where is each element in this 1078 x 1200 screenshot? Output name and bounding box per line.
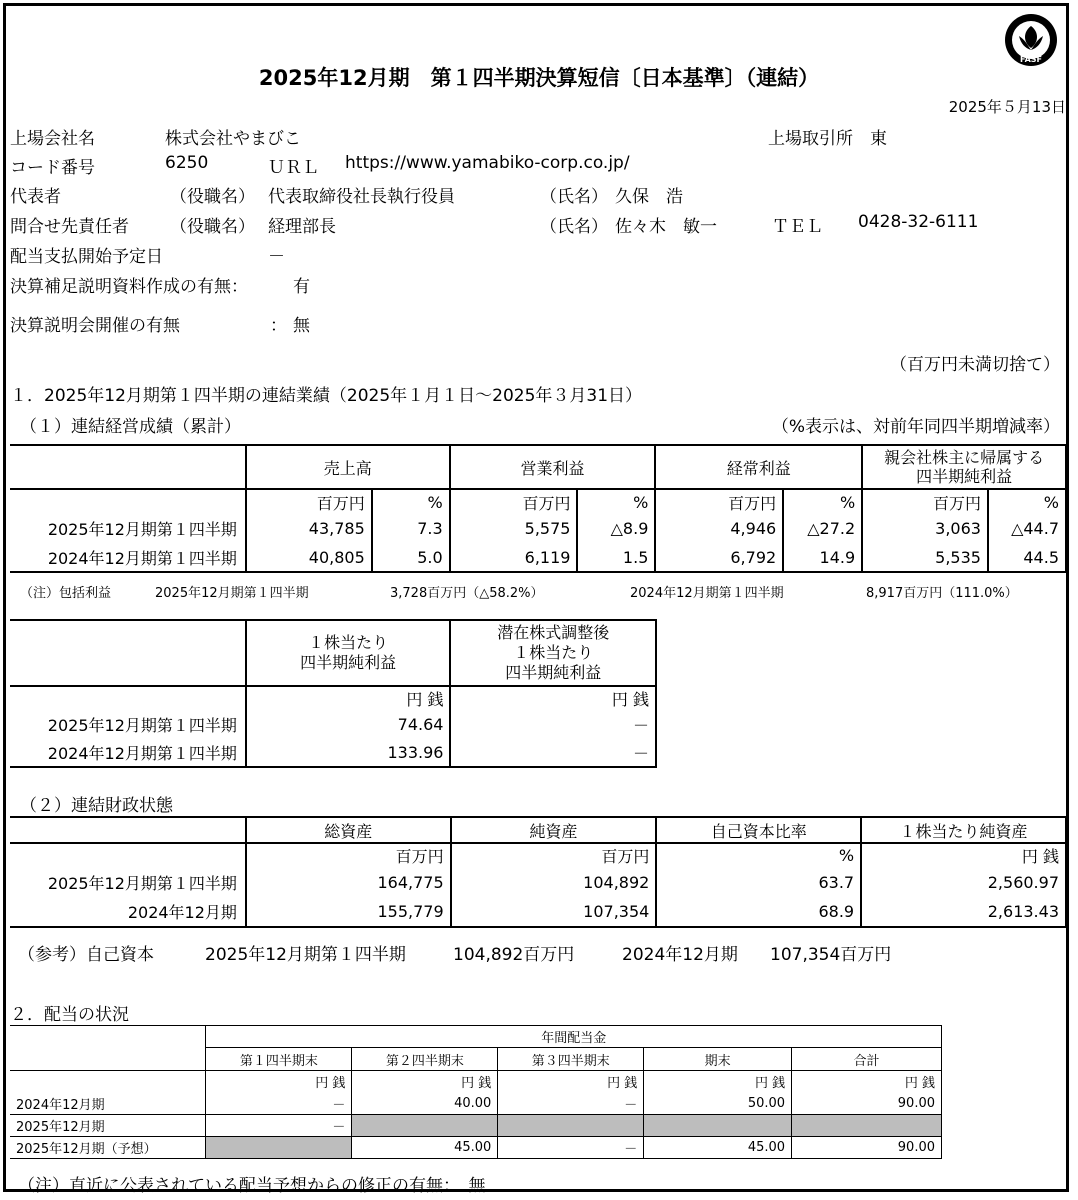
unit: % bbox=[372, 489, 450, 514]
cell: 133.96 bbox=[246, 738, 451, 767]
div-start-value: － bbox=[268, 247, 285, 267]
company-name: 株式会社やまびこ bbox=[165, 129, 301, 149]
cell: － bbox=[450, 710, 656, 738]
meeting-label: 決算説明会開催の有無 bbox=[10, 316, 180, 336]
cell: △27.2 bbox=[783, 514, 862, 543]
unit: % bbox=[656, 843, 861, 867]
cell: 50.00 bbox=[644, 1093, 792, 1115]
url-label: ＵＲＬ bbox=[268, 158, 319, 178]
hdr-ord-income: 経常利益 bbox=[655, 445, 862, 489]
hdr-net-assets: 純資産 bbox=[451, 817, 657, 843]
cell: 4,946 bbox=[655, 514, 783, 543]
comp-note-period2: 2024年12月期第１四半期 bbox=[630, 586, 784, 601]
unit: 百万円 bbox=[450, 489, 578, 514]
cell: 7.3 bbox=[372, 514, 450, 543]
row-label: 2025年12月期第１四半期 bbox=[10, 710, 246, 738]
comp-note-period1: 2025年12月期第１四半期 bbox=[155, 586, 309, 601]
rep-name: 久保 浩 bbox=[615, 187, 683, 207]
cell: 2,560.97 bbox=[861, 867, 1066, 897]
eps-table bbox=[10, 619, 657, 768]
unit: % bbox=[577, 489, 655, 514]
hdr-total-assets: 総資産 bbox=[246, 817, 451, 843]
unit: 円 銭 bbox=[206, 1071, 352, 1093]
hdr-q1-end: 第１四半期末 bbox=[206, 1048, 352, 1071]
meeting-colon: ： bbox=[270, 316, 287, 336]
hdr-year-end: 期末 bbox=[644, 1048, 792, 1071]
hdr-total: 合計 bbox=[792, 1048, 942, 1071]
cell: 5,575 bbox=[450, 514, 578, 543]
cell: 43,785 bbox=[246, 514, 372, 543]
row-label: 2025年12月期第１四半期 bbox=[10, 514, 246, 543]
hdr-bps: １株当たり純資産 bbox=[861, 817, 1066, 843]
section1-title: １．2025年12月期第１四半期の連結業績（2025年１月１日～2025年３月31日） bbox=[10, 386, 643, 406]
fasf-logo bbox=[1003, 12, 1059, 68]
hdr-equity-ratio: 自己資本比率 bbox=[656, 817, 861, 843]
ref-note-label: （参考）自己資本 bbox=[18, 945, 154, 965]
cell: 1.5 bbox=[577, 543, 655, 572]
cell: 155,779 bbox=[246, 897, 451, 927]
cell: 45.00 bbox=[644, 1137, 792, 1159]
shaded-cell bbox=[498, 1115, 644, 1137]
ref-note-period2: 2024年12月期 bbox=[622, 945, 738, 965]
cell: 44.5 bbox=[988, 543, 1066, 572]
exchange: 上場取引所 東 bbox=[768, 129, 887, 149]
rounding-note: （百万円未満切捨て） bbox=[890, 355, 1060, 375]
rep-label: 代表者 bbox=[10, 187, 61, 207]
unit: % bbox=[988, 489, 1066, 514]
shaded-cell bbox=[206, 1137, 352, 1159]
rep-name-label: （氏名） bbox=[540, 187, 608, 207]
comp-note-label: （注）包括利益 bbox=[20, 586, 112, 601]
supp-material-label: 決算補足説明資料作成の有無： bbox=[10, 277, 248, 297]
row-label: 2025年12月期第１四半期 bbox=[10, 867, 246, 897]
ref-note-value1: 104,892百万円 bbox=[453, 945, 575, 965]
unit: 円 銭 bbox=[498, 1071, 644, 1093]
unit: 百万円 bbox=[246, 843, 451, 867]
hdr-annual-dividend: 年間配当金 bbox=[206, 1026, 942, 1048]
cell: － bbox=[206, 1093, 352, 1115]
dividend-note: （注）直近に公表されている配当予想からの修正の有無： 無 bbox=[18, 1176, 486, 1196]
cell: △8.9 bbox=[577, 514, 655, 543]
cell: 3,063 bbox=[862, 514, 988, 543]
cell: 6,792 bbox=[655, 543, 783, 572]
unit: 円 銭 bbox=[246, 686, 451, 710]
cell: 104,892 bbox=[451, 867, 657, 897]
cell: 68.9 bbox=[656, 897, 861, 927]
company-name-label: 上場会社名 bbox=[10, 129, 95, 149]
cell: － bbox=[206, 1115, 352, 1137]
tel: 0428-32-6111 bbox=[858, 212, 979, 232]
unit: % bbox=[783, 489, 862, 514]
url-link[interactable]: https://www.yamabiko-corp.co.jp/ bbox=[345, 153, 630, 173]
page-title: 2025年12月期 第１四半期決算短信〔日本基準〕（連結） bbox=[258, 66, 820, 90]
contact-title-label: （役職名） bbox=[170, 217, 255, 237]
cell: 90.00 bbox=[792, 1093, 942, 1115]
cell: 40,805 bbox=[246, 543, 372, 572]
rep-title: 代表取締役社長執行役員 bbox=[268, 187, 455, 207]
unit: 百万円 bbox=[862, 489, 988, 514]
cell: 45.00 bbox=[352, 1137, 498, 1159]
unit: 百万円 bbox=[451, 843, 657, 867]
hdr-net-income: 親会社株主に帰属する 四半期純利益 bbox=[862, 445, 1066, 489]
shaded-cell bbox=[644, 1115, 792, 1137]
rep-title-label: （役職名） bbox=[170, 187, 255, 207]
contact-name-label: （氏名） bbox=[540, 217, 608, 237]
ref-note-period1: 2025年12月期第１四半期 bbox=[205, 945, 406, 965]
cell: 6,119 bbox=[450, 543, 578, 572]
unit: 円 銭 bbox=[792, 1071, 942, 1093]
row-label: 2024年12月期第１四半期 bbox=[10, 543, 246, 572]
ref-note-value2: 107,354百万円 bbox=[770, 945, 892, 965]
unit: 百万円 bbox=[655, 489, 783, 514]
hdr-eps: １株当たり 四半期純利益 bbox=[246, 620, 451, 686]
comp-note-value2: 8,917百万円（111.0%） bbox=[866, 586, 1018, 601]
section2-title: ２．配当の状況 bbox=[10, 1005, 129, 1025]
cell: 5,535 bbox=[862, 543, 988, 572]
report-date: 2025年５月13日 bbox=[948, 98, 1066, 116]
pct-note: （%表示は、対前年同四半期増減率） bbox=[771, 417, 1060, 437]
meeting-value: 無 bbox=[293, 316, 310, 336]
comp-note-value1: 3,728百万円（△58.2%） bbox=[390, 586, 544, 601]
cell: △44.7 bbox=[988, 514, 1066, 543]
contact-title: 経理部長 bbox=[268, 217, 336, 237]
row-label: 2025年12月期 bbox=[10, 1115, 206, 1137]
cell: 74.64 bbox=[246, 710, 451, 738]
shaded-cell bbox=[352, 1115, 498, 1137]
hdr-q3-end: 第３四半期末 bbox=[498, 1048, 644, 1071]
cell: － bbox=[498, 1137, 644, 1159]
unit: 円 銭 bbox=[861, 843, 1066, 867]
div-start-label: 配当支払開始予定日 bbox=[10, 247, 163, 267]
cell: 40.00 bbox=[352, 1093, 498, 1115]
code: 6250 bbox=[165, 153, 209, 173]
shaded-cell bbox=[792, 1115, 942, 1137]
code-label: コード番号 bbox=[10, 158, 95, 178]
contact-name: 佐々木 敏一 bbox=[615, 217, 717, 237]
row-label: 2025年12月期（予想） bbox=[10, 1137, 206, 1159]
unit: 円 銭 bbox=[644, 1071, 792, 1093]
unit: 百万円 bbox=[246, 489, 372, 514]
row-label: 2024年12月期 bbox=[10, 1093, 206, 1115]
unit: 円 銭 bbox=[352, 1071, 498, 1093]
results-corner bbox=[10, 445, 246, 489]
cell: 5.0 bbox=[372, 543, 450, 572]
contact-label: 問合せ先責任者 bbox=[10, 217, 129, 237]
cell: 90.00 bbox=[792, 1137, 942, 1159]
cell: 63.7 bbox=[656, 867, 861, 897]
eps-corner bbox=[10, 620, 246, 686]
dividend-table bbox=[10, 1025, 942, 1159]
div-corner bbox=[10, 1026, 206, 1071]
section1-2-title: （２）連結財政状態 bbox=[20, 796, 173, 816]
cell: 164,775 bbox=[246, 867, 451, 897]
cell: 2,613.43 bbox=[861, 897, 1066, 927]
cell: － bbox=[498, 1093, 644, 1115]
financial-table bbox=[10, 816, 1067, 928]
row-label: 2024年12月期 bbox=[10, 897, 246, 927]
hdr-diluted-eps: 潜在株式調整後 １株当たり 四半期純利益 bbox=[450, 620, 656, 686]
cell: 14.9 bbox=[783, 543, 862, 572]
unit: 円 銭 bbox=[450, 686, 656, 710]
fin-corner bbox=[10, 817, 246, 843]
cell: 107,354 bbox=[451, 897, 657, 927]
supp-material-value: 有 bbox=[293, 277, 310, 297]
logo-text: FASF bbox=[1020, 55, 1042, 64]
row-label: 2024年12月期第１四半期 bbox=[10, 738, 246, 767]
hdr-op-income: 営業利益 bbox=[450, 445, 656, 489]
tel-label: ＴＥＬ bbox=[772, 217, 823, 237]
results-table bbox=[10, 444, 1067, 573]
section1-1-title: （１）連結経営成績（累計） bbox=[20, 417, 241, 437]
cell: － bbox=[450, 738, 656, 767]
hdr-sales: 売上高 bbox=[246, 445, 450, 489]
hdr-q2-end: 第２四半期末 bbox=[352, 1048, 498, 1071]
